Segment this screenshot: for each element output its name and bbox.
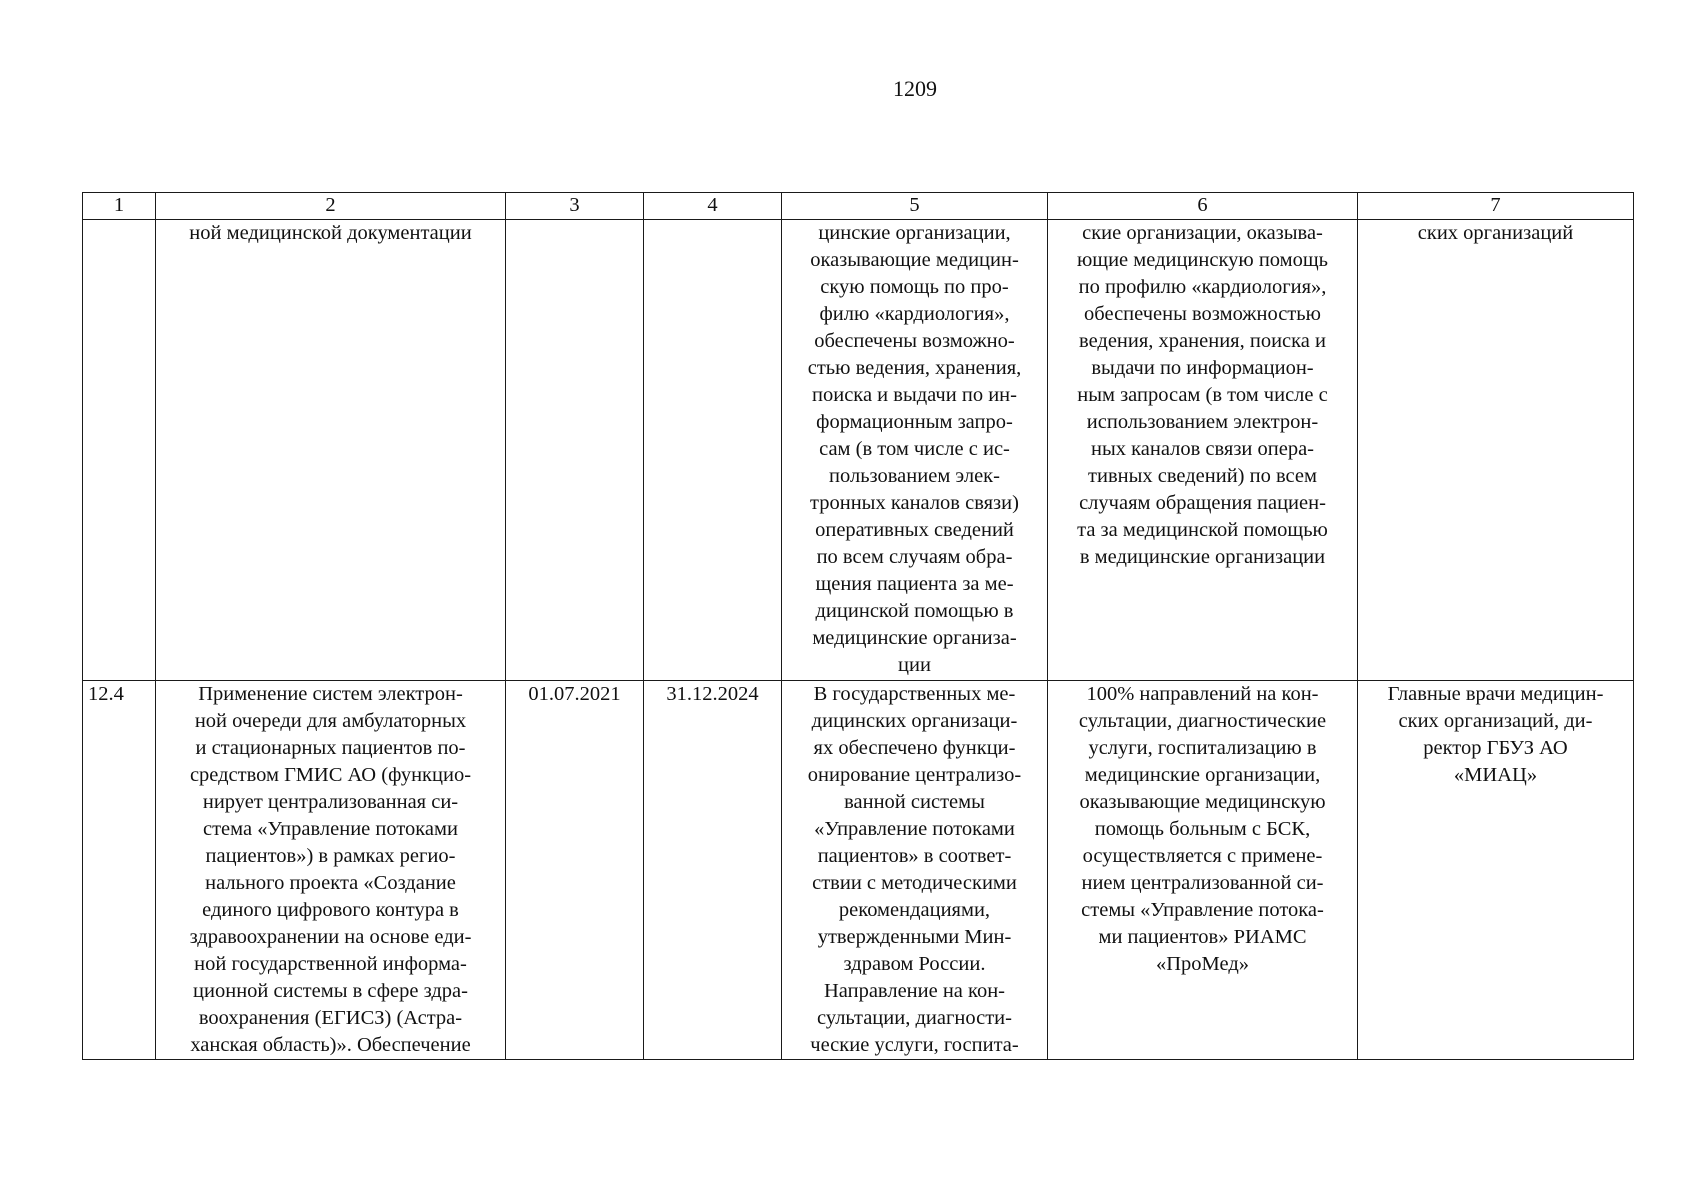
result-cell: В государственных ме- дицинских организаци- ях обеспечено функци- онирование централизо- ванной системы «Управление потоками пациентов» в соответ- ствии с методическими рекомендациями, утвержденными Мин- здравом России. Направление на кон- сультации, диагности- ческие услуги, госпита- — [782, 681, 1048, 1060]
task-cell: Применение систем электрон- ной очереди для амбулаторных и стационарных пациентов по- средством ГМИС АО (функцио- нирует централизованная си- стема «Управление потоками пациентов») в рамках регио- нального проекта «Создание единого цифрового контура в здравоохранении на основе еди- ной государственной информа- ционной системы в сфере здра- воохранения (ЕГИСЗ) (Астра- ханская область)». Обеспечение — [156, 681, 506, 1060]
table-row — [83, 681, 1634, 1060]
column-header-1: 1 — [83, 193, 156, 220]
start-date-cell: 01.07.2021 — [506, 681, 644, 1060]
responsible-cell: ских организаций — [1358, 220, 1634, 681]
column-header-5: 5 — [782, 193, 1048, 220]
row-number: 12.4 — [83, 681, 156, 1060]
table-header-row — [83, 193, 1634, 220]
end-date-cell: 31.12.2024 — [644, 681, 782, 1060]
page-number: 1209 — [893, 76, 937, 101]
responsible-cell: Главные врачи медицин- ских организаций, ди- ректор ГБУЗ АО «МИАЦ» — [1358, 681, 1634, 1060]
table-row — [83, 220, 1634, 681]
task-cell: ной медицинской документации — [156, 220, 506, 681]
column-header-7: 7 — [1358, 193, 1634, 220]
column-header-4: 4 — [644, 193, 782, 220]
plan-table — [82, 192, 1634, 1060]
column-header-2: 2 — [156, 193, 506, 220]
result-cell: цинские организации, оказывающие медицин- скую помощь по про- филю «кардиология», обеспечены возможно- стью ведения, хранения, поиска и выдачи по ин- формационным запро- сам (в том числе с ис- пользованием элек- тронных каналов связи) оперативных сведений по всем случаям обра- щения пациента за ме- дицинской помощью в медицинские организа- ции — [782, 220, 1048, 681]
start-date-cell — [506, 220, 644, 681]
indicator-cell: ские организации, оказыва- ющие медицинскую помощь по профилю «кардиология», обеспечены возможностью ведения, хранения, поиска и выдачи по информацион- ным запросам (в том числе с использованием электрон- ных каналов связи опера- тивных сведений) по всем случаям обращения пациен- та за медицинской помощью в медицинские организации — [1048, 220, 1358, 681]
end-date-cell — [644, 220, 782, 681]
column-header-6: 6 — [1048, 193, 1358, 220]
column-header-3: 3 — [506, 193, 644, 220]
indicator-cell: 100% направлений на кон- сультации, диагностические услуги, госпитализацию в медицинские организации, оказывающие медицинскую помощь больным с БСК, осуществляется с примене- нием централизованной си- стемы «Управление потока- ми пациентов» РИАМС «ПроМед» — [1048, 681, 1358, 1060]
row-number — [83, 220, 156, 681]
